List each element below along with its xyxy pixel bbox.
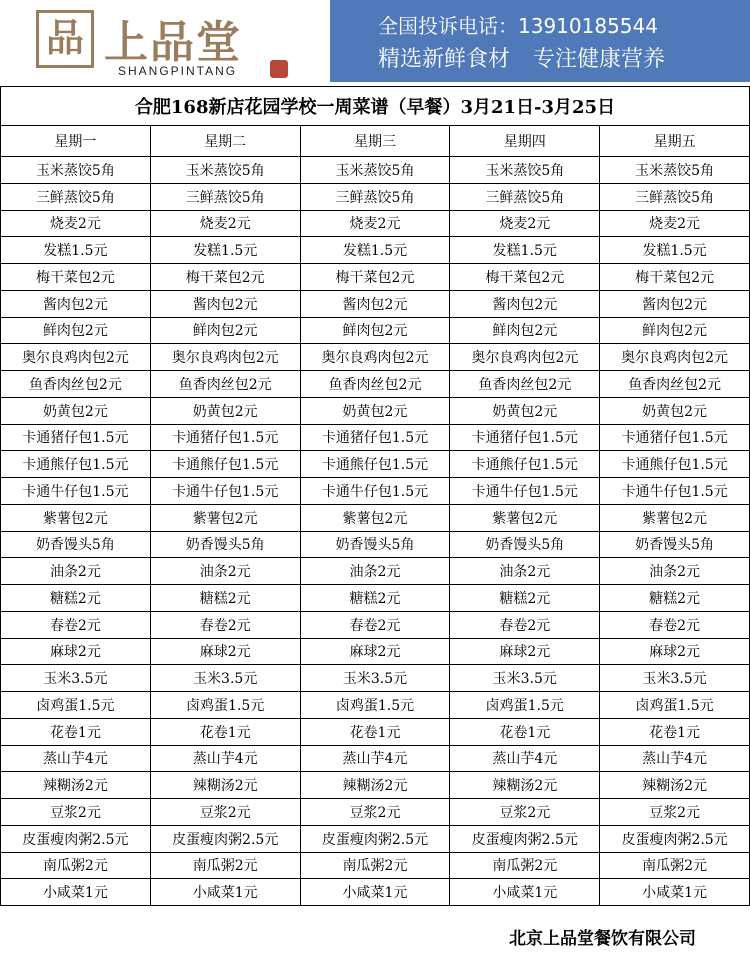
table-row — [1, 718, 750, 745]
info-banner — [330, 0, 750, 82]
menu-item-cell: 卡通熊仔包1.5元 — [600, 451, 750, 478]
menu-item-cell: 紫薯包2元 — [450, 504, 600, 531]
menu-item-cell: 奶香馒头5角 — [150, 531, 300, 558]
menu-item-cell: 春卷2元 — [150, 611, 300, 638]
menu-item-cell: 糖糕2元 — [450, 585, 600, 612]
menu-item-cell: 发糕1.5元 — [150, 237, 300, 264]
menu-body — [1, 157, 750, 906]
menu-item-cell: 奶黄包2元 — [150, 397, 300, 424]
menu-item-cell: 油条2元 — [600, 558, 750, 585]
menu-item-cell: 奶黄包2元 — [600, 397, 750, 424]
brand-logo-english: SHANGPINTANG — [118, 64, 238, 78]
menu-item-cell: 小咸菜1元 — [600, 879, 750, 906]
header — [0, 0, 750, 82]
table-row — [1, 531, 750, 558]
menu-item-cell: 南瓜粥2元 — [300, 852, 450, 879]
menu-item-cell: 酱肉包2元 — [300, 290, 450, 317]
day-header: 星期四 — [450, 126, 600, 157]
menu-item-cell: 卡通猪仔包1.5元 — [600, 424, 750, 451]
menu-item-cell: 奥尔良鸡肉包2元 — [450, 344, 600, 371]
menu-item-cell: 鱼香肉丝包2元 — [1, 371, 151, 398]
menu-item-cell: 鲜肉包2元 — [450, 317, 600, 344]
menu-item-cell: 烧麦2元 — [600, 210, 750, 237]
menu-item-cell: 南瓜粥2元 — [150, 852, 300, 879]
menu-item-cell: 奥尔良鸡肉包2元 — [300, 344, 450, 371]
menu-item-cell: 卡通牛仔包1.5元 — [450, 478, 600, 505]
table-row — [1, 611, 750, 638]
menu-item-cell: 豆浆2元 — [300, 799, 450, 826]
table-row — [1, 852, 750, 879]
table-row — [1, 825, 750, 852]
menu-item-cell: 麻球2元 — [300, 638, 450, 665]
menu-item-cell: 酱肉包2元 — [600, 290, 750, 317]
brand-logo-text: 上品堂 — [104, 17, 242, 68]
menu-item-cell: 玉米蒸饺5角 — [600, 157, 750, 184]
menu-item-cell: 麻球2元 — [600, 638, 750, 665]
menu-item-cell: 花卷1元 — [450, 718, 600, 745]
menu-item-cell: 奥尔良鸡肉包2元 — [600, 344, 750, 371]
menu-item-cell: 卡通猪仔包1.5元 — [300, 424, 450, 451]
menu-item-cell: 烧麦2元 — [450, 210, 600, 237]
menu-item-cell: 梅干菜包2元 — [450, 264, 600, 291]
company-name: 北京上品堂餐饮有限公司 — [509, 929, 696, 949]
menu-item-cell: 辣糊汤2元 — [1, 772, 151, 799]
menu-item-cell: 春卷2元 — [450, 611, 600, 638]
menu-item-cell: 皮蛋瘦肉粥2.5元 — [1, 825, 151, 852]
menu-item-cell: 麻球2元 — [1, 638, 151, 665]
menu-item-cell: 紫薯包2元 — [1, 504, 151, 531]
menu-item-cell: 麻球2元 — [150, 638, 300, 665]
menu-item-cell: 鲜肉包2元 — [1, 317, 151, 344]
menu-title: 合肥168新店花园学校一周菜谱（早餐）3月21日-3月25日 — [1, 87, 750, 126]
menu-item-cell: 卡通熊仔包1.5元 — [300, 451, 450, 478]
menu-item-cell: 卤鸡蛋1.5元 — [300, 692, 450, 719]
table-row — [1, 451, 750, 478]
menu-item-cell: 豆浆2元 — [1, 799, 151, 826]
menu-item-cell: 辣糊汤2元 — [300, 772, 450, 799]
menu-item-cell: 鲜肉包2元 — [150, 317, 300, 344]
title-row — [1, 87, 750, 126]
menu-item-cell: 鱼香肉丝包2元 — [150, 371, 300, 398]
menu-item-cell: 卡通熊仔包1.5元 — [450, 451, 600, 478]
day-header: 星期一 — [1, 126, 151, 157]
table-row — [1, 210, 750, 237]
menu-item-cell: 蒸山芋4元 — [600, 745, 750, 772]
menu-item-cell: 卡通牛仔包1.5元 — [300, 478, 450, 505]
menu-item-cell: 卡通猪仔包1.5元 — [1, 424, 151, 451]
menu-item-cell: 鱼香肉丝包2元 — [600, 371, 750, 398]
table-row — [1, 397, 750, 424]
table-row — [1, 585, 750, 612]
menu-item-cell: 鲜肉包2元 — [600, 317, 750, 344]
table-row — [1, 799, 750, 826]
menu-item-cell: 花卷1元 — [600, 718, 750, 745]
menu-item-cell: 麻球2元 — [450, 638, 600, 665]
weekly-menu-table — [0, 86, 750, 906]
table-row — [1, 692, 750, 719]
menu-item-cell: 南瓜粥2元 — [600, 852, 750, 879]
table-row — [1, 344, 750, 371]
table-row — [1, 290, 750, 317]
menu-item-cell: 发糕1.5元 — [600, 237, 750, 264]
menu-item-cell: 卤鸡蛋1.5元 — [600, 692, 750, 719]
table-row — [1, 504, 750, 531]
table-row — [1, 424, 750, 451]
menu-item-cell: 酱肉包2元 — [450, 290, 600, 317]
menu-item-cell: 蒸山芋4元 — [300, 745, 450, 772]
menu-item-cell: 烧麦2元 — [300, 210, 450, 237]
menu-item-cell: 三鲜蒸饺5角 — [150, 183, 300, 210]
day-header: 星期二 — [150, 126, 300, 157]
menu-item-cell: 油条2元 — [1, 558, 151, 585]
menu-item-cell: 花卷1元 — [300, 718, 450, 745]
menu-item-cell: 春卷2元 — [600, 611, 750, 638]
menu-item-cell: 油条2元 — [150, 558, 300, 585]
table-row — [1, 478, 750, 505]
menu-item-cell: 油条2元 — [450, 558, 600, 585]
menu-item-cell: 蒸山芋4元 — [150, 745, 300, 772]
menu-item-cell: 皮蛋瘦肉粥2.5元 — [600, 825, 750, 852]
menu-item-cell: 玉米3.5元 — [1, 665, 151, 692]
menu-item-cell: 奶黄包2元 — [1, 397, 151, 424]
menu-item-cell: 糖糕2元 — [600, 585, 750, 612]
menu-item-cell: 豆浆2元 — [600, 799, 750, 826]
menu-item-cell: 糖糕2元 — [1, 585, 151, 612]
menu-item-cell: 皮蛋瘦肉粥2.5元 — [300, 825, 450, 852]
menu-item-cell: 卤鸡蛋1.5元 — [450, 692, 600, 719]
menu-item-cell: 花卷1元 — [150, 718, 300, 745]
table-row — [1, 371, 750, 398]
menu-item-cell: 奥尔良鸡肉包2元 — [150, 344, 300, 371]
menu-item-cell: 三鲜蒸饺5角 — [600, 183, 750, 210]
menu-item-cell: 奶黄包2元 — [300, 397, 450, 424]
menu-item-cell: 梅干菜包2元 — [600, 264, 750, 291]
menu-item-cell: 鱼香肉丝包2元 — [300, 371, 450, 398]
menu-item-cell: 鱼香肉丝包2元 — [450, 371, 600, 398]
brand-logo-icon: 品 — [36, 10, 94, 68]
menu-item-cell: 春卷2元 — [300, 611, 450, 638]
menu-item-cell: 烧麦2元 — [1, 210, 151, 237]
menu-item-cell: 皮蛋瘦肉粥2.5元 — [150, 825, 300, 852]
menu-item-cell: 三鲜蒸饺5角 — [450, 183, 600, 210]
menu-item-cell: 鲜肉包2元 — [300, 317, 450, 344]
complaint-hotline: 全国投诉电话：13910185544 — [378, 14, 658, 38]
menu-item-cell: 玉米蒸饺5角 — [450, 157, 600, 184]
menu-item-cell: 发糕1.5元 — [450, 237, 600, 264]
menu-item-cell: 糖糕2元 — [300, 585, 450, 612]
menu-item-cell: 玉米蒸饺5角 — [1, 157, 151, 184]
menu-item-cell: 皮蛋瘦肉粥2.5元 — [450, 825, 600, 852]
table-row — [1, 665, 750, 692]
menu-item-cell: 紫薯包2元 — [150, 504, 300, 531]
menu-item-cell: 卡通熊仔包1.5元 — [1, 451, 151, 478]
menu-item-cell: 油条2元 — [300, 558, 450, 585]
menu-item-cell: 三鲜蒸饺5角 — [300, 183, 450, 210]
menu-item-cell: 卡通牛仔包1.5元 — [1, 478, 151, 505]
menu-item-cell: 南瓜粥2元 — [450, 852, 600, 879]
menu-item-cell: 奶香馒头5角 — [450, 531, 600, 558]
menu-item-cell: 辣糊汤2元 — [150, 772, 300, 799]
menu-item-cell: 卡通猪仔包1.5元 — [150, 424, 300, 451]
menu-item-cell: 酱肉包2元 — [150, 290, 300, 317]
day-header: 星期三 — [300, 126, 450, 157]
menu-item-cell: 豆浆2元 — [450, 799, 600, 826]
menu-item-cell: 玉米3.5元 — [300, 665, 450, 692]
menu-item-cell: 小咸菜1元 — [150, 879, 300, 906]
menu-item-cell: 奶黄包2元 — [450, 397, 600, 424]
day-header-row — [1, 126, 750, 157]
menu-item-cell: 奶香馒头5角 — [300, 531, 450, 558]
menu-item-cell: 春卷2元 — [1, 611, 151, 638]
menu-item-cell: 花卷1元 — [1, 718, 151, 745]
menu-item-cell: 玉米蒸饺5角 — [300, 157, 450, 184]
seal-icon — [270, 60, 288, 78]
menu-item-cell: 梅干菜包2元 — [150, 264, 300, 291]
menu-item-cell: 烧麦2元 — [150, 210, 300, 237]
menu-item-cell: 糖糕2元 — [150, 585, 300, 612]
menu-item-cell: 卤鸡蛋1.5元 — [150, 692, 300, 719]
table-row — [1, 638, 750, 665]
menu-item-cell: 发糕1.5元 — [1, 237, 151, 264]
menu-item-cell: 蒸山芋4元 — [1, 745, 151, 772]
menu-item-cell: 玉米3.5元 — [600, 665, 750, 692]
table-row — [1, 558, 750, 585]
menu-item-cell: 奶香馒头5角 — [600, 531, 750, 558]
table-row — [1, 772, 750, 799]
menu-item-cell: 玉米蒸饺5角 — [150, 157, 300, 184]
menu-item-cell: 发糕1.5元 — [300, 237, 450, 264]
table-row — [1, 157, 750, 184]
menu-item-cell: 玉米3.5元 — [450, 665, 600, 692]
menu-item-cell: 紫薯包2元 — [600, 504, 750, 531]
menu-item-cell: 卡通牛仔包1.5元 — [150, 478, 300, 505]
menu-item-cell: 小咸菜1元 — [1, 879, 151, 906]
menu-item-cell: 卡通熊仔包1.5元 — [150, 451, 300, 478]
menu-item-cell: 南瓜粥2元 — [1, 852, 151, 879]
table-row — [1, 317, 750, 344]
menu-item-cell: 蒸山芋4元 — [450, 745, 600, 772]
menu-item-cell: 辣糊汤2元 — [600, 772, 750, 799]
menu-item-cell: 三鲜蒸饺5角 — [1, 183, 151, 210]
menu-item-cell: 小咸菜1元 — [450, 879, 600, 906]
menu-item-cell: 梅干菜包2元 — [1, 264, 151, 291]
menu-item-cell: 奥尔良鸡肉包2元 — [1, 344, 151, 371]
menu-item-cell: 卡通猪仔包1.5元 — [450, 424, 600, 451]
table-row — [1, 879, 750, 906]
menu-item-cell: 辣糊汤2元 — [450, 772, 600, 799]
menu-item-cell: 玉米3.5元 — [150, 665, 300, 692]
table-row — [1, 183, 750, 210]
menu-item-cell: 梅干菜包2元 — [300, 264, 450, 291]
table-row — [1, 237, 750, 264]
menu-item-cell: 酱肉包2元 — [1, 290, 151, 317]
menu-item-cell: 紫薯包2元 — [300, 504, 450, 531]
slogan: 精选新鲜食材 专注健康营养 — [378, 47, 665, 72]
table-row — [1, 745, 750, 772]
menu-item-cell: 卤鸡蛋1.5元 — [1, 692, 151, 719]
menu-item-cell: 奶香馒头5角 — [1, 531, 151, 558]
menu-item-cell: 卡通牛仔包1.5元 — [600, 478, 750, 505]
day-header: 星期五 — [600, 126, 750, 157]
table-row — [1, 264, 750, 291]
menu-item-cell: 豆浆2元 — [150, 799, 300, 826]
logo-area — [0, 0, 330, 82]
menu-item-cell: 小咸菜1元 — [300, 879, 450, 906]
